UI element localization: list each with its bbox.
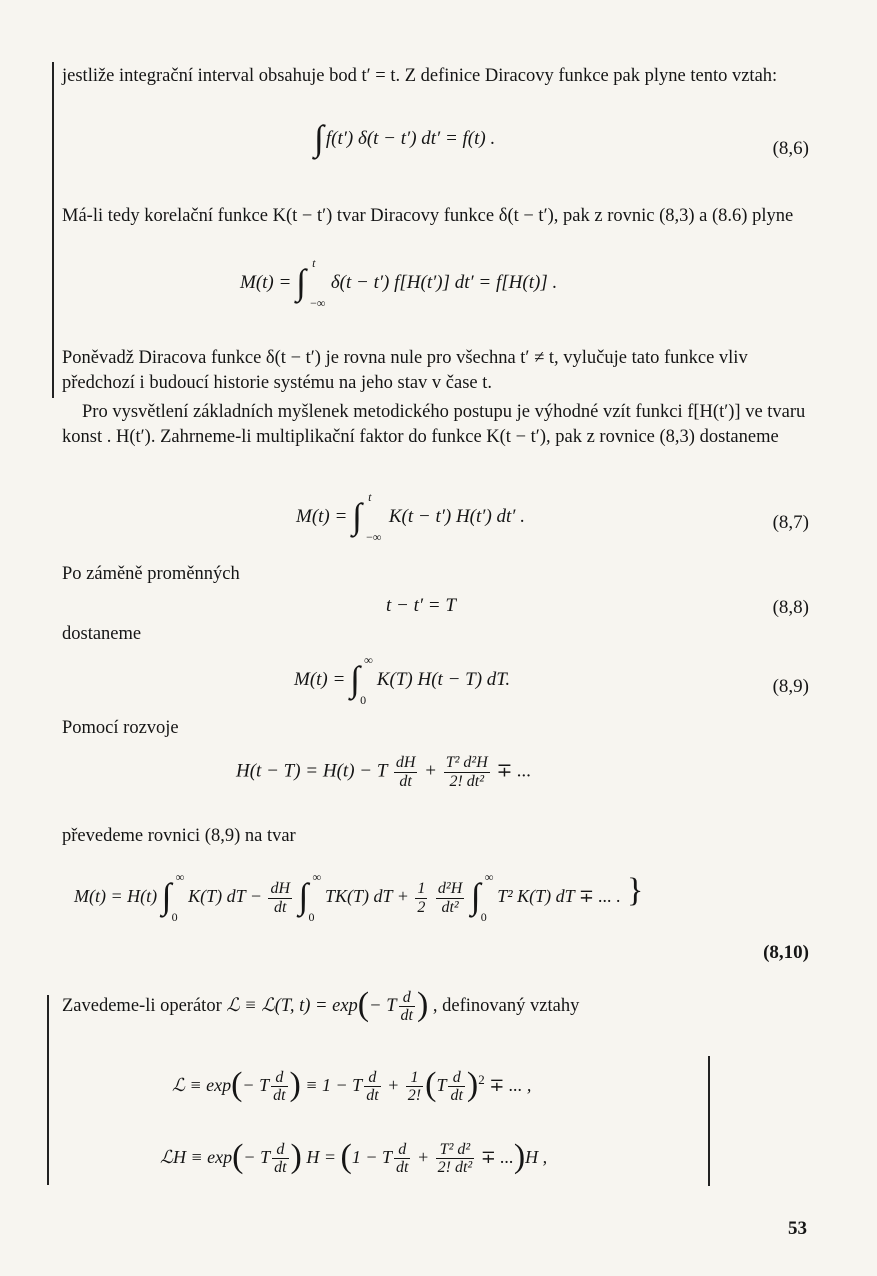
right-paren: ) bbox=[289, 1066, 301, 1103]
equation-tail: ∓ ... , bbox=[489, 1075, 532, 1095]
equation-end: H , bbox=[525, 1147, 548, 1167]
fraction-second-term: $\frac{\text{T² d²H}}{\text{2! dt²}}$ bbox=[445, 754, 488, 790]
equation-taylor-H bbox=[236, 754, 531, 790]
equation-M-delta bbox=[240, 256, 558, 310]
T-symbol: T bbox=[436, 1075, 447, 1095]
integral-sign: ∫ bbox=[161, 876, 172, 917]
equation-number-8-9: (8,9) bbox=[772, 676, 809, 697]
equation-middle: ≡ 1 − T bbox=[305, 1075, 363, 1095]
integral-upper-limit: ∞ bbox=[175, 870, 185, 885]
fraction-d-dt: $\frac{d}{dt}$ bbox=[400, 988, 413, 1025]
fraction-dH-dt: $\frac{dH}{dt}$ bbox=[395, 754, 416, 790]
paragraph-6: dostaneme bbox=[62, 624, 142, 644]
fraction-d2H-dt2: $\frac{\text{d²H}}{\text{dt²}}$ bbox=[437, 880, 463, 916]
integral-upper-limit: ∞ bbox=[484, 870, 494, 885]
equation-8-8 bbox=[386, 595, 456, 617]
integral-upper-limit: ∞ bbox=[364, 653, 373, 667]
paragraph-9-end: , definovaný vztahy bbox=[432, 996, 580, 1016]
equation-8-9 bbox=[294, 653, 511, 707]
integral-sign: ∫ bbox=[352, 496, 362, 536]
integral-sign: ∫ bbox=[350, 659, 360, 699]
left-paren: ( bbox=[231, 1066, 243, 1103]
equation-8-6 bbox=[314, 118, 496, 158]
fraction-T2-d2: $\frac{\text{T² d²}}{\text{2! dt²}}$ bbox=[437, 1140, 473, 1177]
equation-body: K(T) H(t − T) dT. bbox=[376, 669, 511, 690]
integral-upper-limit: ∞ bbox=[312, 870, 322, 885]
fraction-d-dt: $\frac{d}{dt}$ bbox=[450, 1068, 463, 1105]
equation-lhs: ℒH ≡ exp bbox=[160, 1147, 233, 1167]
paragraph-3: Poněvadž Diracova funkce δ(t − t′) je rovna nule pro všechna t′ ≠ t, vylučuje tato funkce vliv předchozí i budoucí historie systému na jeho stav v čase t. bbox=[62, 348, 748, 393]
term-2: TK(T) dT + bbox=[325, 886, 409, 907]
operator-equation-2 bbox=[160, 1134, 547, 1177]
equation-lhs: H(t − T) = H(t) − T bbox=[236, 760, 388, 782]
equation-tail: ∓ ... bbox=[496, 760, 532, 782]
integral-sign: ∫ bbox=[470, 876, 481, 917]
left-paren: ( bbox=[425, 1066, 437, 1103]
integral-lower-limit: 0 bbox=[480, 910, 487, 925]
left-paren: ( bbox=[357, 986, 370, 1023]
equation-number-8-8: (8,8) bbox=[772, 597, 809, 618]
integral-upper-limit: t bbox=[368, 490, 372, 504]
paragraph-9 bbox=[62, 988, 812, 1025]
operator-definition: ℒ ≡ ℒ(T, t) = exp bbox=[226, 996, 358, 1016]
integral-lower-limit: −∞ bbox=[366, 530, 382, 544]
equation-lhs: M(t) = bbox=[294, 669, 346, 690]
minus-T: − T bbox=[369, 996, 397, 1016]
integral-upper-limit: t bbox=[312, 256, 316, 270]
paragraph-7: Pomocí rozvoje bbox=[62, 718, 179, 738]
integral-sign: ∫ bbox=[298, 876, 309, 917]
equation-number-8-7: (8,7) bbox=[772, 512, 809, 533]
integral-sign: ∫ bbox=[314, 118, 324, 158]
paragraph-5: Po záměně proměnných bbox=[62, 564, 240, 584]
right-paren: ) bbox=[513, 1138, 526, 1175]
integral-lower-limit: 0 bbox=[171, 910, 178, 925]
fraction-d-dt: $\frac{d}{dt}$ bbox=[274, 1140, 287, 1177]
paragraph-1: jestliže integrační interval obsahuje bod t′ = t. Z definice Diracovy funkce pak plyne tento vztah: bbox=[62, 66, 778, 86]
one-minus-T: 1 − T bbox=[351, 1147, 393, 1167]
margin-bar-top bbox=[52, 62, 54, 398]
fraction-dH-dt: $\frac{dH}{dt}$ bbox=[270, 880, 291, 916]
system-brace-right bbox=[708, 1056, 710, 1186]
equation-tail: ∓ ... bbox=[480, 1147, 514, 1167]
left-paren: ( bbox=[232, 1138, 244, 1175]
fraction-one-half: $\frac{1}{2}$ bbox=[417, 880, 426, 916]
paragraph-4: Pro vysvětlení základních myšlenek metodického postupu je výhodné vzít funkci f[H(t′)] ve tvaru konst . H(t′). Zahrneme-li multiplikační faktor do funkce K(t − t′), pak z rovnice (8,3) dostaneme bbox=[62, 402, 806, 447]
minus-T: − T bbox=[243, 1147, 271, 1167]
integral-lower-limit: 0 bbox=[308, 910, 315, 925]
equation-lhs: M(t) = bbox=[296, 506, 348, 527]
fraction-d-dt: $\frac{d}{dt}$ bbox=[366, 1068, 379, 1105]
plus-sign: + bbox=[416, 1147, 430, 1167]
equation-number-8-6: (8,6) bbox=[772, 138, 809, 159]
plus-sign: + bbox=[387, 1075, 400, 1095]
paragraph-8: převedeme rovnici (8,9) na tvar bbox=[62, 826, 296, 846]
margin-bar-bottom bbox=[47, 995, 49, 1185]
equation-body: t − t′ = T bbox=[386, 595, 456, 616]
term-3: T² K(T) dT ∓ ... . bbox=[497, 886, 621, 907]
right-paren: ) bbox=[416, 986, 429, 1023]
plus-sign: + bbox=[424, 760, 437, 782]
fraction-d-dt: $\frac{d}{dt}$ bbox=[273, 1068, 286, 1105]
page-number: 53 bbox=[788, 1218, 807, 1239]
equation-lhs: M(t) = bbox=[240, 272, 292, 293]
right-paren: ) bbox=[290, 1138, 302, 1175]
equation-8-10 bbox=[74, 870, 644, 925]
fraction-1-2fact: $\frac{1}{2!}$ bbox=[407, 1068, 422, 1105]
equation-number-8-10: (8,10) bbox=[763, 942, 809, 963]
term-1: K(T) dT − bbox=[188, 886, 262, 907]
paragraph-9-text: Zavedeme-li operátor bbox=[62, 996, 222, 1016]
equation-body: δ(t − t′) f[H(t′)] dt′ = f[H(t)] . bbox=[330, 272, 558, 293]
equation-lhs: M(t) = H(t) bbox=[74, 886, 158, 907]
operator-equation-1 bbox=[172, 1062, 531, 1105]
equation-lhs: ℒ ≡ exp bbox=[172, 1075, 232, 1095]
equation-body: f(t′) δ(t − t′) dt′ = f(t) . bbox=[325, 128, 496, 149]
exponent: 2 bbox=[478, 1072, 485, 1087]
left-paren: ( bbox=[340, 1138, 352, 1175]
right-paren: ) bbox=[466, 1066, 479, 1103]
right-brace: } bbox=[626, 872, 644, 909]
integral-lower-limit: −∞ bbox=[310, 296, 326, 310]
integral-lower-limit: 0 bbox=[360, 693, 367, 707]
equation-8-7 bbox=[296, 490, 525, 544]
fraction-d-dt: $\frac{d}{dt}$ bbox=[396, 1140, 409, 1177]
integral-sign: ∫ bbox=[296, 262, 306, 302]
equation-middle: H = bbox=[306, 1147, 337, 1167]
paragraph-2: Má-li tedy korelační funkce K(t − t′) tvar Diracovy funkce δ(t − t′), pak z rovnic (8,3) a (8.6) plyne bbox=[62, 206, 794, 226]
equation-body: K(t − t′) H(t′) dt′ . bbox=[388, 506, 525, 527]
minus-T: − T bbox=[242, 1075, 270, 1095]
